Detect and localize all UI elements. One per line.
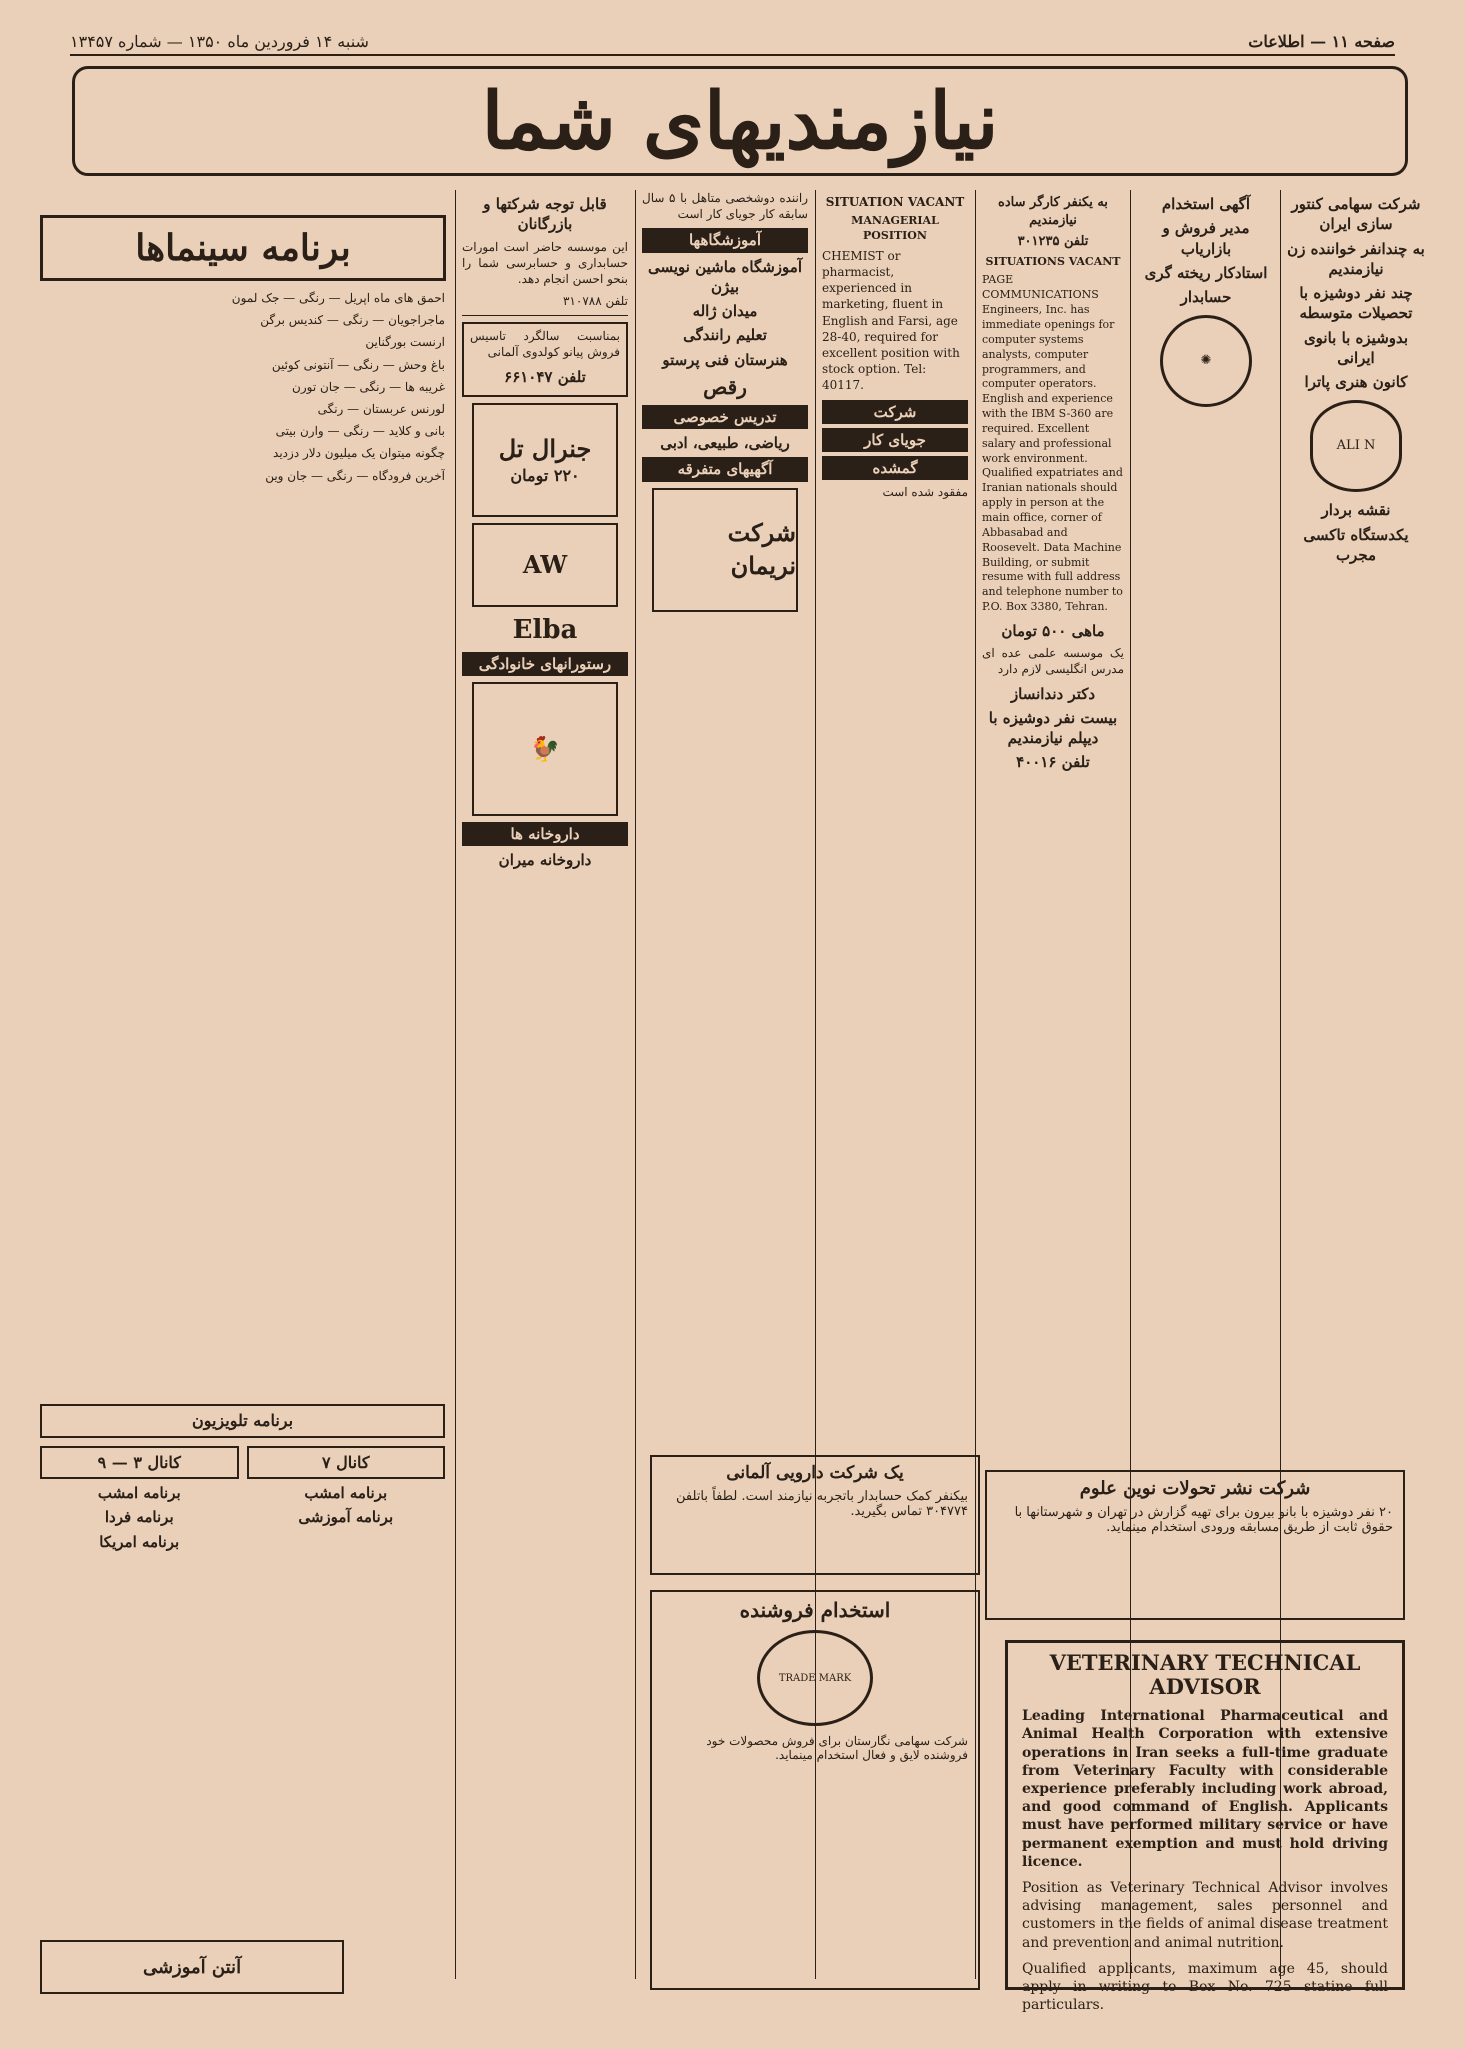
section-heading: شرکت bbox=[822, 400, 968, 424]
section-heading: تدریس خصوصی bbox=[642, 405, 808, 429]
program-heading: برنامه امشب bbox=[97, 1484, 181, 1503]
channel-title: کانال ۷ bbox=[247, 1446, 446, 1480]
list-item: ارنست بورگناین bbox=[365, 335, 445, 350]
ad-text: ۲۰ نفر دوشیزه با بانو بیرون برای تهیه گزارش در تهران و شهرستانها با حقوق ثابت از طریق مسابقه ورودی استخدام مینماید. bbox=[1014, 1505, 1393, 1535]
ad-text: CHEMIST or pharmacist, experienced in marketing, fluent in English and Farsi, age 28-40, required for excellent position with stock option. Tel: 40117. bbox=[822, 248, 960, 393]
ad-text: ریاضی، طبیعی، ادبی bbox=[660, 434, 790, 453]
ad-title: بیست نفر دوشیزه با دیپلم نیازمندیم bbox=[988, 708, 1118, 748]
section-heading: رستورانهای خانوادگی bbox=[462, 652, 628, 676]
ad-phone: تلفن ۶۶۱۰۴۷ bbox=[504, 367, 586, 386]
naryan-ad: شرکت نریمان bbox=[652, 488, 798, 612]
ad-text: Position as Veterinary Technical Advisor involves advising management, sales personnel and customers in the fields of animal disease treatment and prevention and animal nutrition. bbox=[1022, 1879, 1388, 1951]
ad-title: کانون هنری پاترا bbox=[1304, 373, 1408, 391]
ad-title: بدوشیزه با بانوی ایرانی bbox=[1303, 328, 1409, 367]
nashr-ad bbox=[985, 1470, 1405, 1620]
ad-text: مفقود شده است bbox=[882, 485, 968, 500]
header-date: شنبه ۱۴ فروردین ماه ۱۳۵۰ — شماره ۱۳۴۵۷ bbox=[70, 32, 369, 51]
emblem-icon: ✺ bbox=[1160, 315, 1252, 407]
ad-text: Qualified applicants, maximum age 45, should apply in writing to Box No. 725 statine full particulars. bbox=[1022, 1960, 1388, 2014]
salesman-ad bbox=[650, 1590, 980, 1990]
list-item: لورنس عربستان — رنگی bbox=[317, 401, 445, 416]
banner-title: نیازمندیهای شما bbox=[72, 66, 1408, 176]
elba-logo: Elba bbox=[512, 614, 578, 645]
ad-subtitle: MANAGERIAL POSITION bbox=[851, 214, 939, 243]
tv-section bbox=[40, 1400, 445, 1929]
column-divider bbox=[635, 190, 636, 1979]
ad-title: استادکار ریخته گری bbox=[1144, 263, 1268, 282]
situation-ad-2 bbox=[982, 255, 1124, 615]
situation-ad bbox=[822, 194, 968, 394]
brand-name: جنرال تل bbox=[498, 433, 592, 463]
column-5 bbox=[982, 190, 1124, 1449]
ad-title: SITUATIONS VACANT bbox=[985, 254, 1121, 268]
column-divider bbox=[455, 190, 456, 1979]
header-page: صفحه ۱۱ — اطلاعات bbox=[1248, 32, 1395, 51]
ad-text: شرکت سهامی نگارستان برای فروش محصولات خود فروشنده لایق و فعال استخدام مینماید. bbox=[706, 1734, 968, 1762]
price: ۲۲۰ تومان bbox=[510, 466, 580, 486]
ad-text: بمناسبت سالگرد تاسیس فروش پیانو کولدوی آلمانی bbox=[470, 329, 620, 360]
ad-text: Leading International Pharmaceutical and Animal Health Corporation with extensive operations in Iran seeks a full-time graduate from Veterinary Faculty with considerable experience preferably including work abroad, and good command of English. Applicants must have performed military service or have permanent exemption and must hold driving licence. bbox=[1022, 1708, 1388, 1870]
ad-title: SITUATION VACANT bbox=[825, 195, 965, 209]
rooster-icon: 🐓 bbox=[472, 682, 618, 816]
ad-title: ماهی ۵۰۰ تومان bbox=[1001, 621, 1105, 640]
tv-title: برنامه تلویزیون bbox=[40, 1404, 445, 1438]
page-header bbox=[70, 30, 1395, 56]
section-heading: داروخانه ها bbox=[462, 822, 628, 846]
column-4 bbox=[822, 190, 968, 1449]
list-item: باغ وحش — رنگی — آنتونی کوئین bbox=[271, 357, 445, 372]
ad-title: مدیر فروش و بازاریاب bbox=[1162, 219, 1250, 258]
section-heading: آموزشگاهها bbox=[642, 228, 808, 252]
list-item: چگونه میتوان یک میلیون دلار دزدید bbox=[273, 446, 445, 461]
ad-title: یکدستگاه تاکسی مجرب bbox=[1303, 525, 1409, 564]
ad-text: میدان ژاله bbox=[692, 302, 758, 321]
program-heading: برنامه آموزشی bbox=[298, 1508, 394, 1527]
ad-title: آگهی استخدام bbox=[1161, 195, 1251, 213]
ad-title: چند نفر دوشیزه با تحصیلات متوسطه bbox=[1299, 284, 1413, 323]
tv-channel-3 bbox=[40, 1442, 239, 1556]
channel-title: کانال ۳ — ۹ bbox=[40, 1446, 239, 1480]
elephant-icon bbox=[757, 1630, 873, 1726]
ad-text: راننده دوشخصی متاهل با ۵ سال سابقه کار جویای کار است bbox=[642, 191, 808, 222]
ad-title: آموزشگاه ماشین نویسی بیژن bbox=[647, 257, 803, 296]
ad-text: یک موسسه علمی عده ای مدرس انگلیسی لازم دارد bbox=[982, 646, 1124, 677]
ad-text: این موسسه حاضر است امورات حسابداری و حسابرسی شما را بنحو احسن انجام دهد. bbox=[462, 239, 628, 286]
ad-title: دکتر دندانساز bbox=[1010, 684, 1096, 703]
ad-text: بیکنفر کمک حسابدار باتجربه نیازمند است. لطفاً باتلفن ۳۰۴۷۷۴ تماس بگیرید. bbox=[676, 1489, 968, 1519]
ad-title: تعلیم رانندگی bbox=[683, 326, 767, 345]
program-heading: برنامه فردا bbox=[104, 1508, 174, 1527]
column-7 bbox=[1287, 190, 1425, 1449]
ad-phone: تلفن ۴۰۰۱۶ bbox=[1016, 753, 1090, 772]
aw-logo-icon: AW bbox=[472, 523, 618, 607]
trade-mark: TRADE MARK bbox=[778, 1672, 852, 1684]
ad-title: به یکنفر کارگر ساده نیازمندیم bbox=[998, 195, 1108, 228]
general-tel-ad bbox=[472, 403, 618, 517]
ad-title: نقشه بردار bbox=[1321, 501, 1391, 520]
tv-channel-7 bbox=[247, 1442, 446, 1556]
ad-phone: تلفن ۳۰۱۲۳۵ bbox=[1017, 234, 1089, 250]
list-item: آخرین فرودگاه — رنگی — جان وین bbox=[265, 468, 445, 483]
ad-title: هنرستان فنی پرستو bbox=[662, 350, 788, 369]
section-heading: آگهیهای متفرقه bbox=[642, 457, 808, 481]
column-2 bbox=[462, 190, 628, 1979]
ad-title: یک شرکت دارویی آلمانی bbox=[726, 1463, 904, 1483]
list-item: بانی و کلاید — رنگی — وارن بیتی bbox=[275, 424, 445, 439]
program-heading: برنامه امشب bbox=[304, 1484, 388, 1503]
list-item: ماجراجویان — رنگی — کندیس برگن bbox=[260, 313, 445, 328]
drugstore-name: داروخانه میران bbox=[498, 851, 592, 870]
ad-phone: تلفن ۳۱۰۷۸۸ bbox=[562, 294, 628, 309]
ad-title: VETERINARY TECHNICAL ADVISOR bbox=[1049, 1650, 1361, 1700]
ad-title: شرکت سهامی کنتور سازی ایران bbox=[1291, 195, 1421, 234]
piano-ad bbox=[462, 322, 628, 397]
alin-logo: ALI N bbox=[1310, 400, 1402, 492]
column-6 bbox=[1137, 190, 1275, 1449]
program-heading: برنامه امریکا bbox=[99, 1532, 180, 1551]
ad-title: قابل توجه شرکتها و بازرگانان bbox=[483, 195, 607, 234]
section-heading: گمشده bbox=[822, 456, 968, 480]
footer-ad: آنتن آموزشی bbox=[40, 1940, 344, 1994]
ad-title: شرکت نشر تحولات نوین علوم bbox=[1079, 1478, 1311, 1499]
german-pharma-ad bbox=[650, 1455, 980, 1575]
ad-title: حسابدار bbox=[1180, 288, 1232, 306]
ad-text: PAGE COMMUNICATIONS Engineers, Inc. has immediate openings for computer systems analysts, computer programmers, and computer operators. English and experience with the IBM S-360 are required. Excellent salary and professional work environment. Qualified expatriates and Iranian nationals should apply in person at the main office, corner of Abbasabad and Roosevelt. Data Machine Building, or submit resume with full address and telephone number to P.O. Box 3380, Tehran. bbox=[982, 273, 1123, 614]
column-3 bbox=[642, 190, 808, 1449]
list-item: غریبه ها — رنگی — جان تورن bbox=[292, 379, 445, 394]
list-item: احمق های ماه اپریل — رنگی — جک لمون bbox=[231, 291, 445, 305]
section-heading: جویای کار bbox=[822, 428, 968, 452]
cinema-title: برنامه سینماها bbox=[40, 215, 446, 281]
veterinary-ad bbox=[1005, 1640, 1405, 2014]
ad-title: استخدام فروشنده bbox=[739, 1598, 891, 1622]
ad-title: رقص bbox=[703, 374, 747, 399]
ad-title: به چندانفر خواننده زن نیازمندیم bbox=[1287, 239, 1425, 278]
